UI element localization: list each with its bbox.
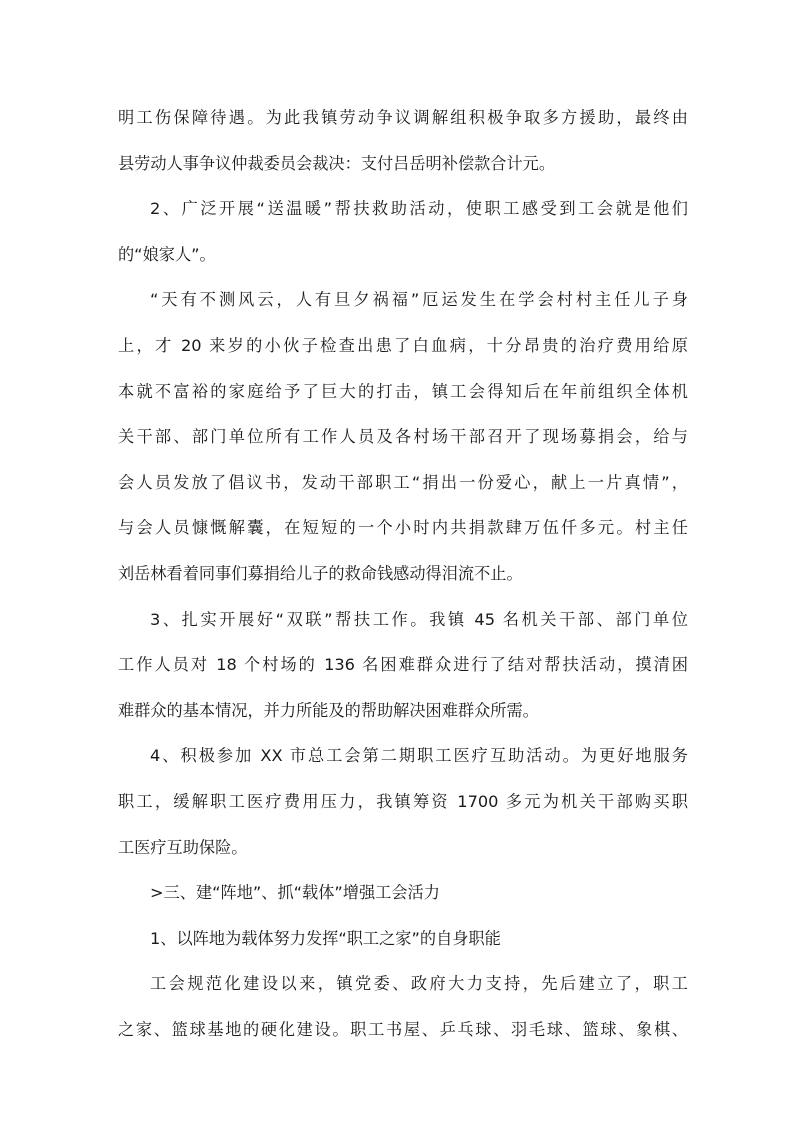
text-line: 上，才 20 来岁的小伙子检查出患了白血病，十分昂贵的治疗费用给原	[118, 335, 688, 355]
text-line: 4、积极参加 XX 市总工会第二期职工医疗互助活动。为更好地服务	[150, 746, 688, 766]
text-line: 3、扎实开展好“双联”帮扶工作。我镇 45 名机关干部、部门单位	[150, 609, 688, 629]
text-line: 之家、篮球基地的硬化建设。职工书屋、乒乓球、羽毛球、篮球、象棋、	[118, 1019, 688, 1039]
text-line: 与会人员慷慨解囊，在短短的一个小时内共捐款肆万伍仟多元。村主任	[118, 518, 688, 538]
text-line: 刘岳林看着同事们募捐给儿子的救命钱感动得泪流不止。	[118, 563, 523, 583]
text-line: “天有不测风云，人有旦夕祸福”厄运发生在学会村村主任儿子身	[150, 290, 688, 310]
text-line: 本就不富裕的家庭给予了巨大的打击，镇工会得知后在年前组织全体机	[118, 381, 688, 401]
text-line: 工作人员对 18 个村场的 136 名困难群众进行了结对帮扶活动，摸清困	[118, 655, 688, 675]
text-line: 难群众的基本情况，并力所能及的帮助解决困难群众所需。	[118, 700, 539, 720]
text-line: 的“娘家人”。	[118, 244, 216, 264]
text-line: 职工，缓解职工医疗费用压力，我镇筹资 1700 多元为机关干部购买职	[118, 791, 688, 811]
text-line: 工会规范化建设以来，镇党委、政府大力支持，先后建立了，职工	[150, 974, 688, 994]
section-heading: >三、建“阵地”、抓“载体”增强工会活力	[150, 883, 440, 903]
subsection-heading: 1、以阵地为载体努力发挥“职工之家”的自身职能	[150, 928, 501, 948]
text-line: 明工伤保障待遇。为此我镇劳动争议调解组积极争取多方援助，最终由	[118, 108, 688, 127]
text-line: 工医疗互助保险。	[118, 837, 248, 857]
text-line: 县劳动人事争议仲裁委员会裁决：支付吕岳明补偿款合计元。	[118, 153, 556, 173]
text-line: 2、广泛开展“送温暖”帮扶救助活动，使职工感受到工会就是他们	[150, 199, 688, 219]
text-line: 关干部、部门单位所有工作人员及各村场干部召开了现场募捐会，给与	[118, 427, 688, 447]
body-text	[118, 103, 688, 1060]
text-line: 会人员发放了倡议书，发动干部职工“捐出一份爱心，献上一片真情”，	[118, 472, 688, 492]
